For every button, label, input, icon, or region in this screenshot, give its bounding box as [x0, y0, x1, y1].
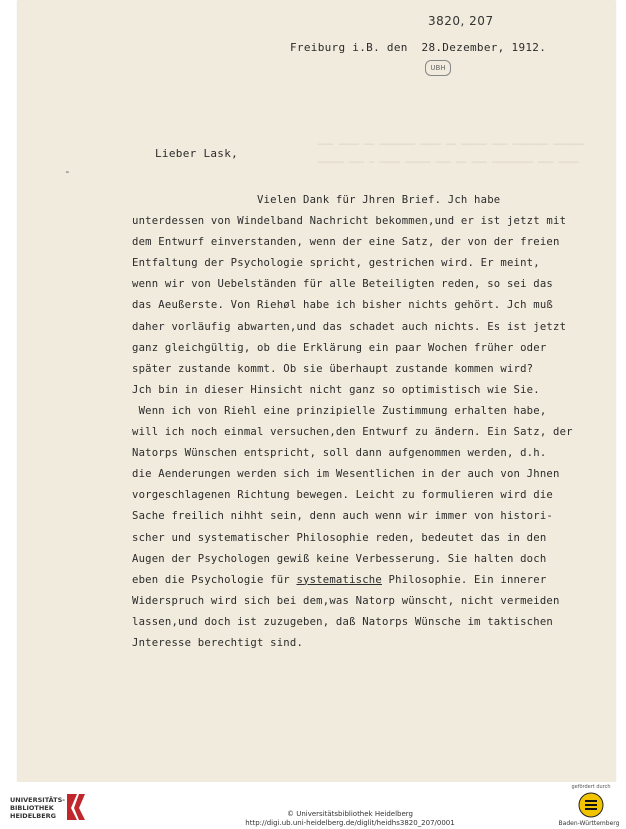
letter-line: Natorps Wünschen entspricht, soll dann aufgenommen werden, d.h.: [132, 447, 547, 460]
library-stamp: UBH: [425, 60, 451, 76]
letter-line: die Aenderungen werden sich im Wesentlichen in der auch von Jhnen: [132, 468, 560, 481]
letter-line: ganz gleichgültig, ob die Erklärung ein paar Wochen früher oder: [132, 341, 547, 354]
letter-line: scher und systematischer Philosophie reden, bedeutet das in den: [132, 531, 547, 544]
sponsor-name: Baden-Württemberg: [558, 820, 620, 827]
letter-line: Vielen Dank für Jhren Brief. Jch habe: [132, 194, 501, 206]
sponsor-label: gefördert durch: [571, 784, 611, 790]
shelfmark-annotation: 3820, 207: [428, 14, 494, 28]
margin-mark: -: [64, 165, 71, 178]
letter-line: wenn wir von Uebelständen für alle Beteiligten reden, so sei das: [132, 278, 553, 291]
letter-line: dem Entwurf einverstanden, wenn der eine Satz, der von der freien: [132, 236, 560, 249]
baden-wuerttemberg-seal-icon: [578, 792, 604, 818]
letter-line: Jch bin in dieser Hinsicht nicht ganz so optimistisch wie Sie.: [132, 383, 540, 396]
viewer-footer: [0, 782, 626, 829]
source-url-link[interactable]: http://digi.ub.uni-heidelberg.de/diglit/heidhs3820_207/0001: [245, 819, 455, 827]
show-through-text: ──── ─── ──────── ─── ── ─── ───── ──── ─ ─── ─────: [318, 158, 579, 168]
letter-line: Widerspruch wird sich bei dem,was Natorp wünscht, nicht vermeiden: [132, 594, 560, 607]
line-segment: Philosophie. Ein innerer: [381, 573, 547, 586]
letter-line: unterdessen von Windelband Nachricht bekommen,und er ist jetzt mit: [132, 215, 567, 228]
letter-line: vorgeschlagenen Richtung bewegen. Leicht zu formulieren wird die: [132, 489, 553, 502]
letter-line: das Aeußerste. Von Riehøl habe ich bisher nichts gehört. Jch muß: [132, 299, 553, 312]
letter-page: [18, 0, 615, 782]
letter-line: Sache freilich nihht sein, denn auch wenn wir immer von histori-: [132, 510, 553, 523]
library-name: UNIVERSITÄTS- BIBLIOTHEK HEIDELBERG: [10, 796, 65, 820]
show-through-text: ────── ─────── ─── ───── ── ──── ─────── ── ──── ───: [318, 140, 585, 150]
underlined-word: systematische: [296, 573, 382, 586]
letter-line-underlined: [132, 570, 582, 591]
letter-line: will ich noch einmal versuchen,den Entwurf zu ändern. Ein Satz, der: [132, 426, 573, 439]
letter-line: daher vorläufig abwarten,und das schadet auch nichts. Es ist jetzt: [132, 320, 567, 333]
line-segment: eben die Psychologie für: [132, 573, 297, 586]
copyright-block: [230, 810, 470, 828]
letter-line: Wenn ich von Riehl eine prinzipielle Zustimmung erhalten habe,: [132, 404, 547, 417]
letter-line: Entfaltung der Psychologie spricht, gestrichen wird. Er meint,: [132, 257, 540, 270]
letter-line: Jnteresse berechtigt sind.: [132, 636, 304, 649]
copyright-text: © Universitätsbibliothek Heidelberg: [286, 810, 413, 818]
salutation: Lieber Lask,: [155, 147, 239, 160]
date-line: Freiburg i.B. den 28.Dezember, 1912.: [290, 41, 547, 54]
ub-heidelberg-logo-icon: [8, 792, 9, 793]
letter-line: später zustande kommt. Ob sie überhaupt zustande kommen wird?: [132, 362, 534, 375]
letter-line: lassen,und doch ist zuzugeben, daß Natorps Wünsche im taktischen: [132, 615, 553, 628]
ub-red-emblem-icon: [65, 792, 87, 822]
letter-body: [132, 190, 582, 654]
letter-line: Augen der Psychologen gewiß keine Verbesserung. Sie halten doch: [132, 552, 547, 565]
